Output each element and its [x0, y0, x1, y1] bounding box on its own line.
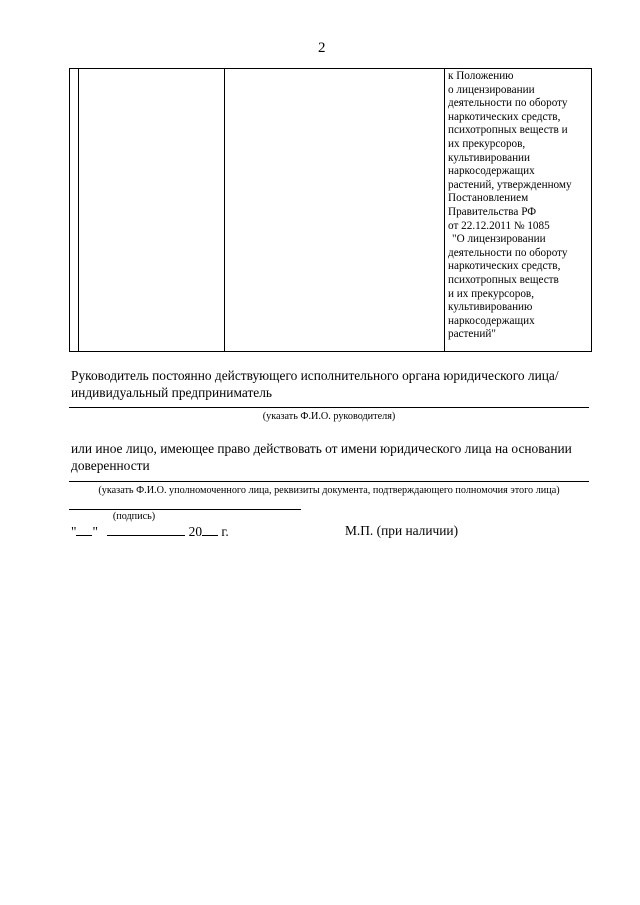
- manager-line: Руководитель постоянно действующего исполнительного органа юридического лица/: [71, 368, 559, 383]
- table-cell-empty: [225, 69, 445, 352]
- note-line: наркосодержащих: [448, 314, 535, 327]
- note-line: к Положению: [448, 70, 514, 82]
- manager-caption: (указать Ф.И.О. руководителя): [262, 411, 396, 422]
- other-person-text: [71, 440, 572, 474]
- manager-text: [71, 367, 559, 401]
- note-line: культивированию: [448, 301, 533, 314]
- signature-caption: (подпись): [112, 511, 156, 522]
- signature-line: [69, 509, 301, 510]
- proxy-caption: (указать Ф.И.О. уполномоченного лица, реквизиты документа, подтверждающего полномочия этого лица): [98, 485, 560, 496]
- note-line: наркотических средств,: [448, 260, 561, 273]
- note-line: растений, утвержденному: [448, 178, 572, 191]
- note-line: деятельности по обороту: [448, 246, 568, 259]
- note-line: Постановлением: [448, 192, 529, 205]
- quote-open: ": [71, 524, 77, 539]
- table-cell-number: [70, 69, 79, 352]
- month-blank: [107, 523, 185, 536]
- manager-line: индивидуальный предприниматель: [71, 385, 273, 400]
- other-line: доверенности: [71, 458, 150, 473]
- other-line: или иное лицо, имеющее право действовать от имени юридического лица на основании: [71, 441, 572, 456]
- quote-close: ": [92, 524, 98, 539]
- date-field: [71, 523, 229, 540]
- note-line: "О лицензировании: [452, 233, 546, 246]
- note-line: наркосодержащих: [448, 165, 535, 178]
- note-line: психотропных веществ: [448, 273, 559, 286]
- table-cell-empty: [79, 69, 225, 352]
- proxy-name-line: [69, 481, 589, 482]
- year-blank: [202, 523, 218, 536]
- manager-name-line: [69, 407, 589, 408]
- note-line: Правительства РФ: [448, 205, 537, 218]
- note-line: их прекурсоров,: [448, 137, 526, 150]
- note-line: психотропных веществ и: [448, 124, 568, 137]
- year-suffix: г.: [221, 524, 229, 539]
- form-table: [69, 68, 592, 352]
- note-line: растений": [448, 328, 496, 341]
- table-row: [70, 69, 592, 352]
- year-prefix: 20: [188, 524, 203, 539]
- appendix-note: [445, 69, 591, 342]
- note-line: и их прекурсоров,: [448, 287, 534, 300]
- day-blank: [76, 523, 92, 536]
- note-line: наркотических средств,: [448, 110, 561, 123]
- table-cell-note: [445, 69, 592, 352]
- note-line: культивировании: [448, 151, 531, 164]
- note-line: от 22.12.2011 № 1085: [448, 219, 550, 232]
- note-line: деятельности по обороту: [448, 97, 568, 110]
- page-number: 2: [318, 40, 326, 56]
- note-line: о лицензировании: [448, 83, 535, 96]
- stamp-label: М.П. (при наличии): [345, 523, 459, 538]
